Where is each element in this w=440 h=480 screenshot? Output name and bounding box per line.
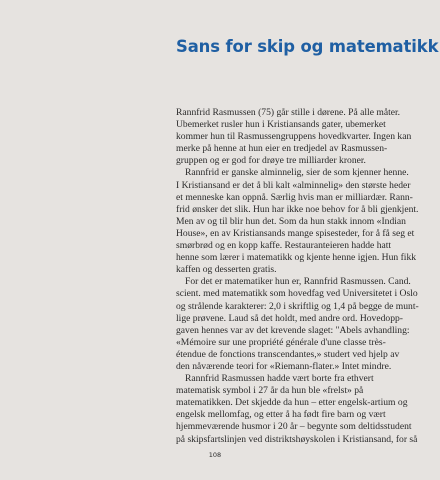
chapter-title: Sans for skip og matematikk <box>176 37 439 56</box>
text-line: For det er matematiker hun er, Rannfrid Rasmussen. Cand. <box>185 276 411 288</box>
text-line: hjemmeværende husmor i 20 år – begynte som deltidsstudent <box>176 421 412 433</box>
text-line: étendue de fonctions transcendantes,» studert ved hjelp av <box>176 348 400 360</box>
text-line: matematikken. Det skjedde da hun – etter engelsk-artium og <box>176 397 408 409</box>
text-line: og strålende karakterer: 2,0 i skriftlig og 1,4 på begge de munt- <box>176 300 419 312</box>
text-line: Men av og til blir hun det. Som da hun stakk innom «Indian <box>176 215 406 227</box>
text-line: kaffen og desserten gratis. <box>176 264 277 276</box>
text-line: på skipsfartslinjen ved distriktshøyskolen i Kristiansand, for så <box>176 433 418 445</box>
text-line: merke på henne at hun eier en tredjedel av Rasmussen- <box>176 143 388 155</box>
text-line: kommer hun til Rasmussengruppens hovedkvarter. Ingen kan <box>176 131 412 143</box>
text-line: Ubemerket rusler hun i Kristiansands gater, ubemerket <box>176 119 386 131</box>
text-line: engelsk mellomfag, og etter å ha født fire barn og vært <box>176 409 386 421</box>
text-line: Rannfrid er ganske alminnelig, sier de som kjenner henne. <box>185 167 409 179</box>
text-line: frid ønsker det slik. Hun har ikke noe behov for å bli gjenkjent. <box>176 203 419 215</box>
text-line: smørbrød og en kopp kaffe. Restauranteieren hadde hatt <box>176 240 392 252</box>
text-line: Rannfrid Rasmussen hadde vært borte fra ethvert <box>185 373 374 385</box>
text-line: et menneske kan oppnå. Særlig hvis man er milliardær. Rann- <box>176 191 413 203</box>
text-line: gruppen og er god for drøye tre milliarder kroner. <box>176 155 366 167</box>
text-line: henne som lærer i matematikk og kjente henne igjen. Hun fikk <box>176 252 417 264</box>
page-number: 108 <box>208 451 222 459</box>
text-line: Rannfrid Rasmussen (75) går stille i dørene. På alle måter. <box>176 107 401 118</box>
text-line: den nåværende teori for «Riemann-flater.» Intet mindre. <box>176 360 392 372</box>
article-body <box>176 107 419 446</box>
text-line: matematisk symbol i 27 år da hun ble «frelst» på <box>176 385 364 397</box>
text-line: scient. med matematikk som hovedfag ved Universitetet i Oslo <box>176 288 418 300</box>
text-line: I Kristiansand er det å bli kalt «alminnelig» den største heder <box>176 179 411 191</box>
text-line: «Mémoire sur une propriété générale d'une classe très- <box>176 336 386 348</box>
text-line: gaven hennes var av det krevende slaget: "Abels avhandling: <box>176 324 410 336</box>
text-line: House», en av Kristiansands mange spisesteder, for å få seg et <box>176 227 415 239</box>
text-line: lige prøvene. Laud så det holdt, med andre ord. Hovedopp- <box>176 312 403 324</box>
